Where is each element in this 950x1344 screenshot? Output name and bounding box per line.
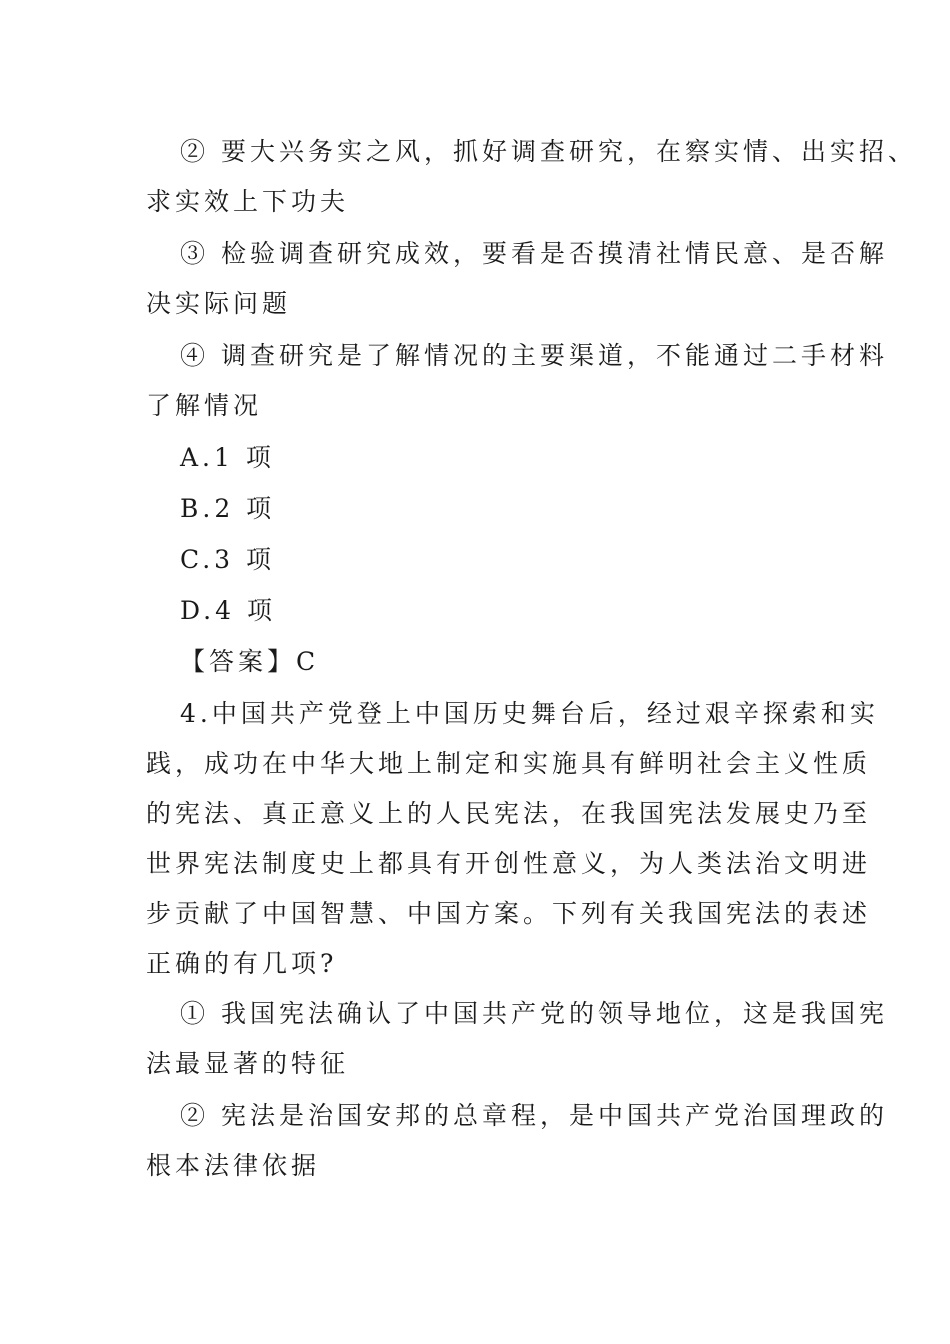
q4-option-2-line-1: ② 宪法是治国安邦的总章程，是中国共产党治国理政的 — [180, 1101, 888, 1130]
option-2-line-1: ② 要大兴务实之风，抓好调查研究，在察实情、出实招、 — [180, 137, 917, 166]
option-4-line-1: ④ 调查研究是了解情况的主要渠道，不能通过二手材料 — [180, 341, 888, 370]
q4-option-2-line-2: 根本法律依据 — [146, 1151, 321, 1180]
question-4-line-5: 步贡献了中国智慧、中国方案。下列有关我国宪法的表述 — [146, 899, 872, 928]
q4-option-1-line-2: 法最显著的特征 — [146, 1049, 350, 1078]
answer: 【答案】C — [180, 647, 320, 676]
choice-c: C.3 项 — [180, 545, 276, 574]
choice-a: A.1 项 — [180, 443, 275, 472]
option-3-line-2: 决实际问题 — [146, 289, 292, 318]
q4-option-1-line-1: ① 我国宪法确认了中国共产党的领导地位，这是我国宪 — [180, 999, 888, 1028]
choice-d: D.4 项 — [180, 596, 276, 625]
option-2-line-2: 求实效上下功夫 — [146, 187, 350, 216]
question-4-line-3: 的宪法、真正意义上的人民宪法，在我国宪法发展史乃至 — [146, 799, 872, 828]
question-4-line-1: 4.中国共产党登上中国历史舞台后，经过艰辛探索和实 — [180, 699, 879, 728]
question-4-line-4: 世界宪法制度史上都具有开创性意义，为人类法治文明进 — [146, 849, 872, 878]
option-4-line-2: 了解情况 — [146, 391, 263, 420]
question-4-line-2: 践，成功在中华大地上制定和实施具有鲜明社会主义性质 — [146, 749, 872, 778]
option-3-line-1: ③ 检验调查研究成效，要看是否摸清社情民意、是否解 — [180, 239, 888, 268]
question-4-line-6: 正确的有几项? — [146, 949, 338, 978]
choice-b: B.2 项 — [180, 494, 276, 523]
